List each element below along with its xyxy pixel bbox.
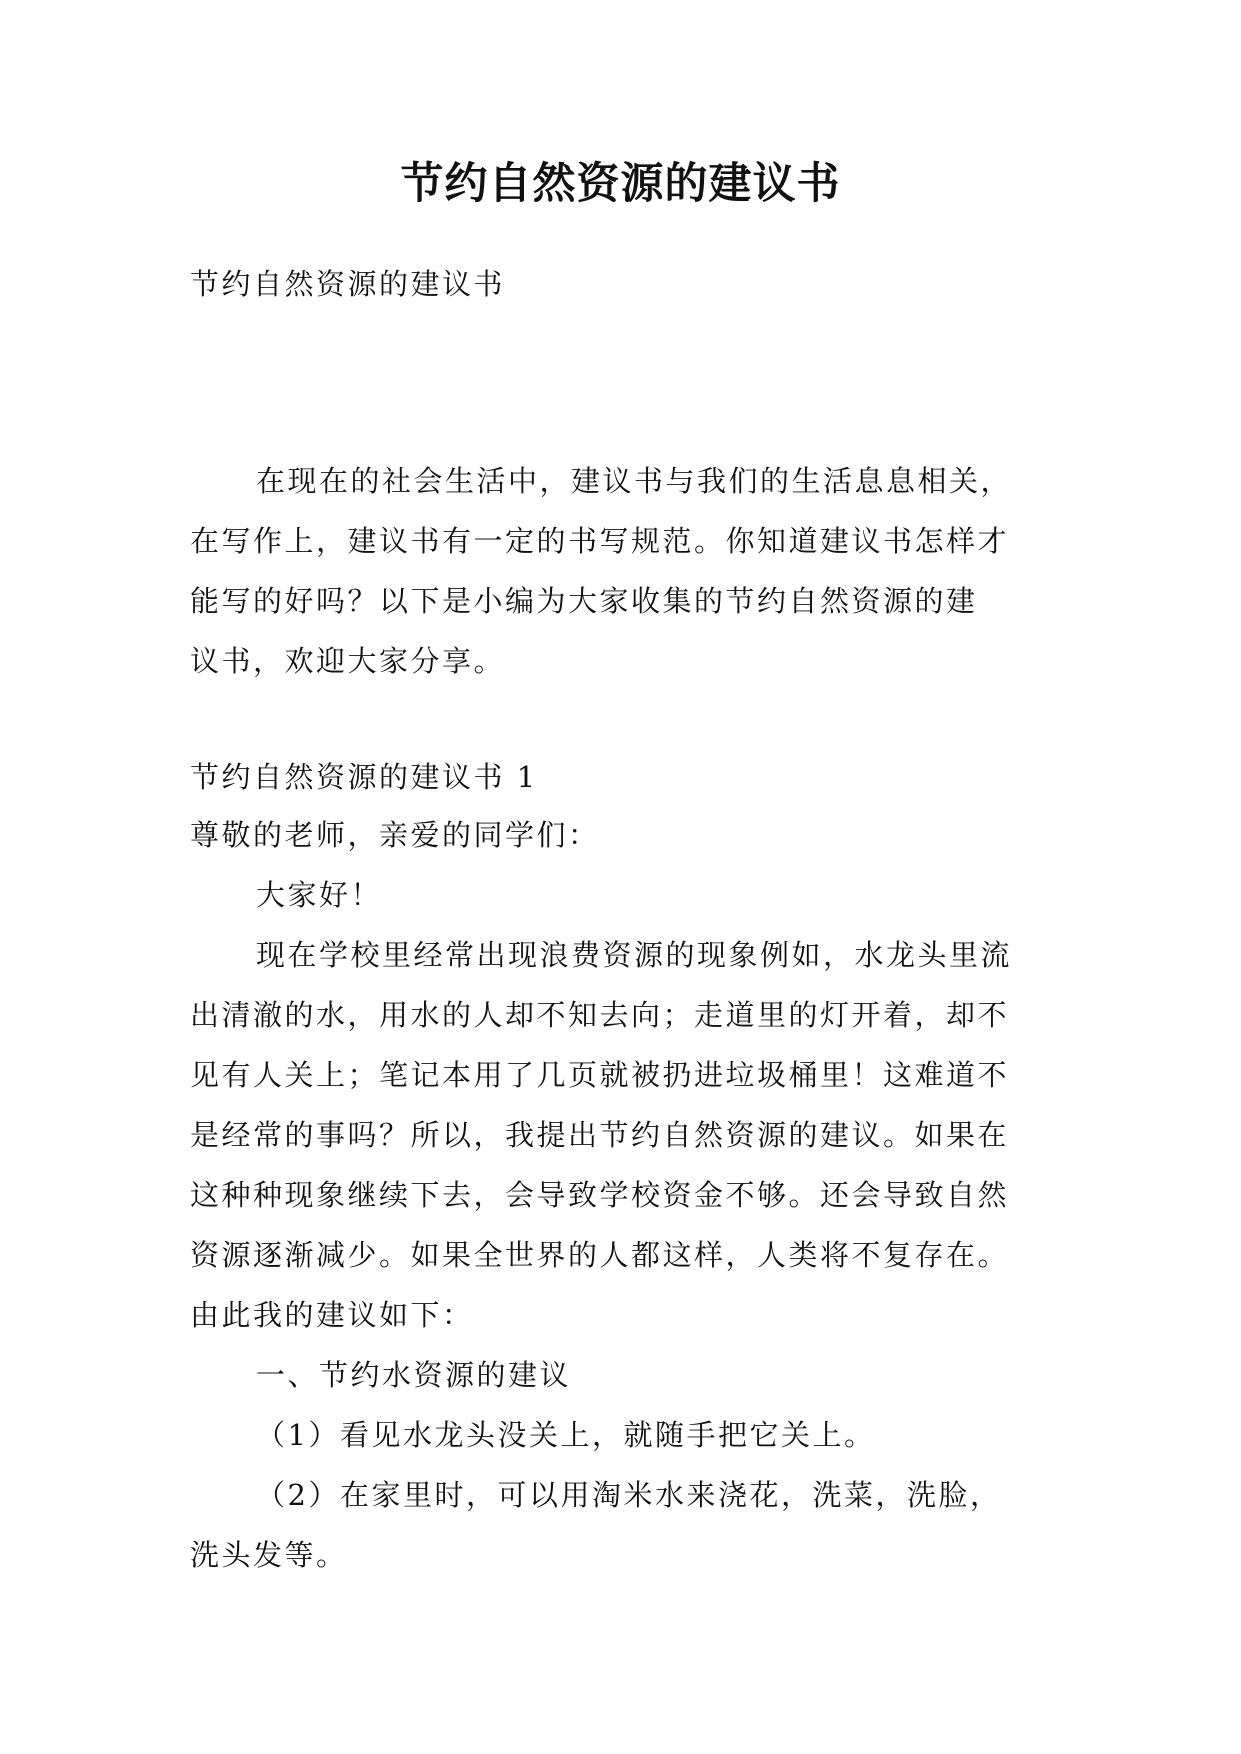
document-title: 节约自然资源的建议书 xyxy=(400,159,841,209)
body-line: 出清澈的水，用水的人却不知去向；走道里的灯开着，却不 xyxy=(190,998,1010,1032)
body-line: 是经常的事吗？所以，我提出节约自然资源的建议。如果在 xyxy=(190,1118,1010,1152)
intro-line: 在现在的社会生活中，建议书与我们的生活息息相关， xyxy=(256,464,1013,498)
salutation: 尊敬的老师，亲爱的同学们： xyxy=(190,818,600,852)
intro-line: 议书，欢迎大家分享。 xyxy=(190,644,506,678)
point-heading: 一、节约水资源的建议 xyxy=(256,1358,572,1392)
body-line: 这种种现象继续下去，会导致学校资金不够。还会导致自然 xyxy=(190,1178,1010,1212)
body-line: 由此我的建议如下： xyxy=(190,1298,474,1332)
list-item: 洗头发等。 xyxy=(190,1538,348,1572)
body-line: 见有人关上；笔记本用了几页就被扔进垃圾桶里！这难道不 xyxy=(190,1058,1010,1092)
section-heading: 节约自然资源的建议书 1 xyxy=(190,760,538,794)
body-line: 现在学校里经常出现浪费资源的现象例如，水龙头里流 xyxy=(256,938,1013,972)
greeting: 大家好！ xyxy=(256,878,383,912)
list-item: （2）在家里时，可以用淘米水来浇花，洗菜，洗脸， xyxy=(256,1478,1002,1512)
intro-line: 在写作上，建议书有一定的书写规范。你知道建议书怎样才 xyxy=(190,524,1010,558)
intro-line: 能写的好吗？以下是小编为大家收集的节约自然资源的建 xyxy=(190,584,978,618)
list-item: （1）看见水龙头没关上，就随手把它关上。 xyxy=(256,1418,876,1452)
document-subtitle: 节约自然资源的建议书 xyxy=(190,267,506,301)
body-line: 资源逐渐减少。如果全世界的人都这样，人类将不复存在。 xyxy=(190,1238,1010,1272)
